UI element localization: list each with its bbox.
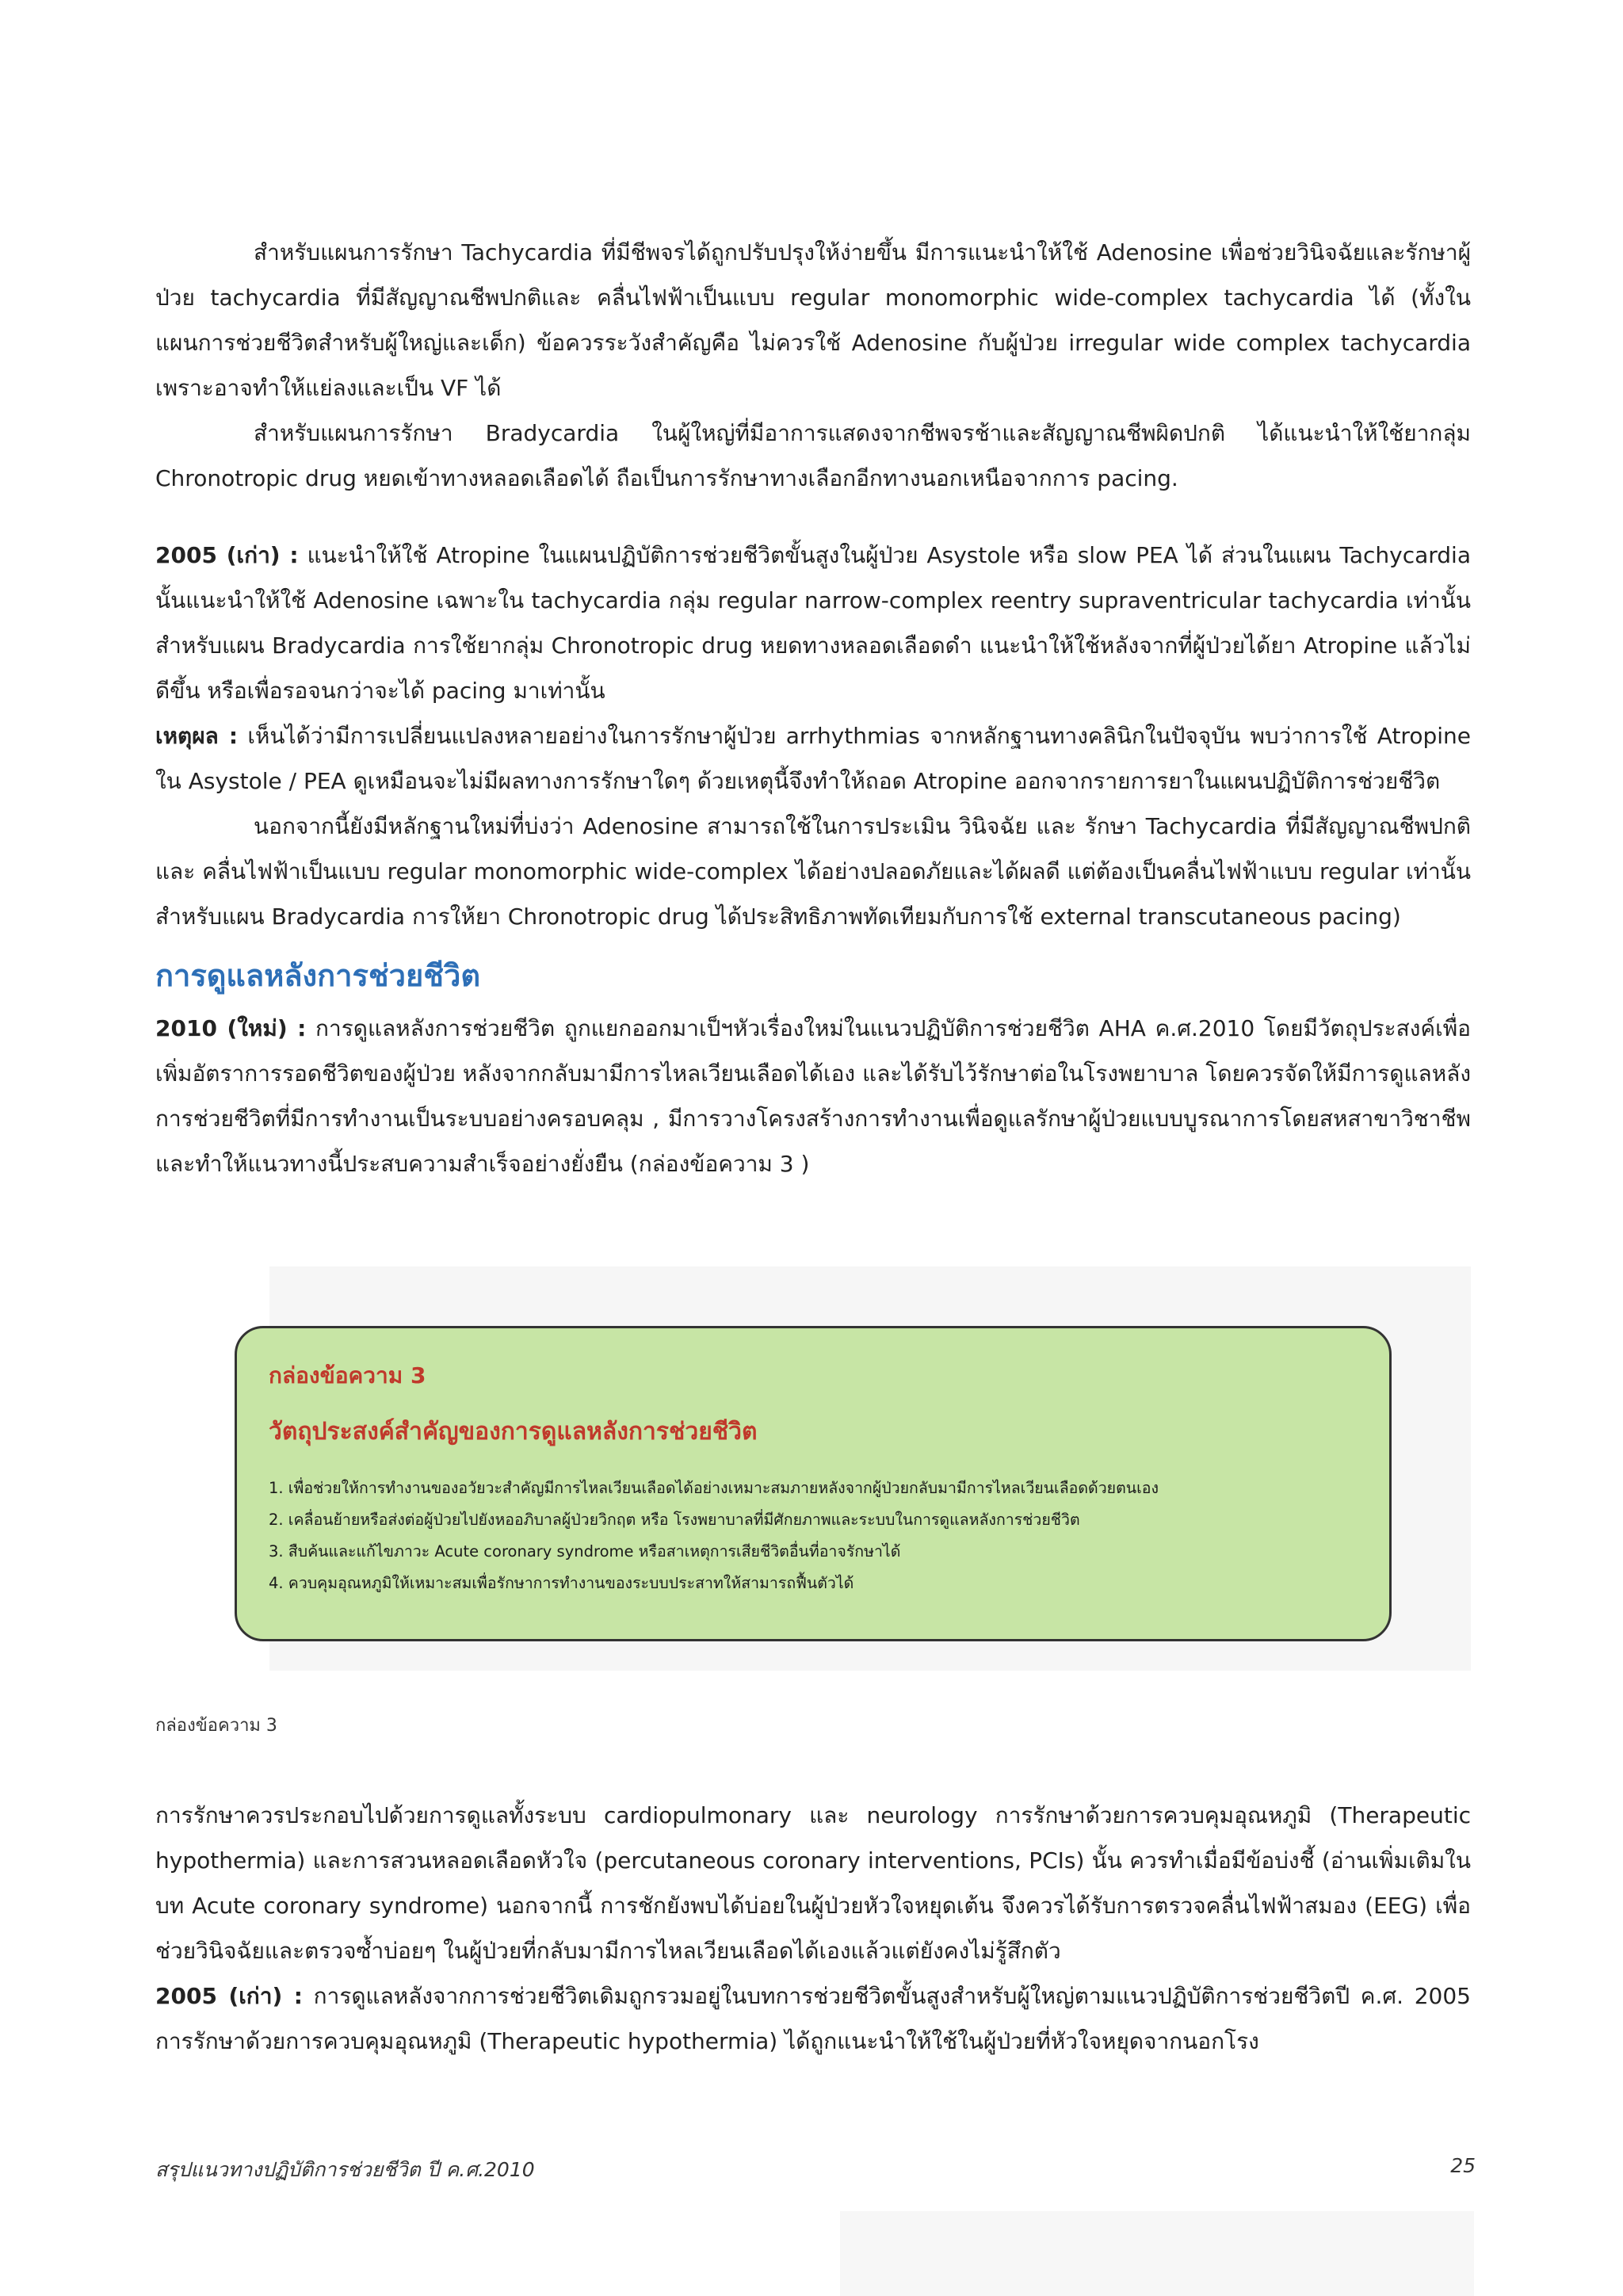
paragraph-2005-old — [155, 533, 1471, 713]
label-2005-post: 2005 (เก่า) : — [155, 1983, 303, 2009]
footer-title: สรุปแนวทางปฏิบัติการช่วยชีวิต ปี ค.ศ.2010 — [155, 2158, 535, 2181]
box-list-item: 3. สืบค้นและแก้ไขภาวะ Acute coronary syndrome หรือสาเหตุการเสียชีวิตอื่นที่อาจรักษาได้ — [269, 1542, 901, 1561]
box-list-item: 1. เพื่อช่วยให้การทำงานของอวัยวะสำคัญมีการไหลเวียนเลือดได้อย่างเหมาะสมภายหลังจากผู้ป่วยกลับมามีการไหลเวียนเลือดด้วยตนเอง — [269, 1479, 1159, 1497]
label-reason: เหตุผล : — [155, 723, 239, 749]
box-caption: กล่องข้อความ 3 — [155, 1716, 277, 1736]
text-reason: เห็นได้ว่ามีการเปลี่ยนแปลงหลายอย่างในการรักษาผู้ป่วย arrhythmias จากหลักฐานทางคลินิกในปัจจุบัน พบว่าการใช้ Atropine ใน Asystole / PEA ดูเหมือนจะไม่มีผลทางการรักษาใดๆ ด้วยเหตุนี้จึงทำให้ถอด Atropine ออกจากรายการยาในแผนปฏิบัติการช่วยชีวิต — [155, 723, 1471, 794]
paragraph-2010-new — [155, 1006, 1471, 1186]
text-2005: แนะนำให้ใช้ Atropine ในแผนปฏิบัติการช่วยชีวิตขั้นสูงในผู้ป่วย Asystole หรือ slow PEA ได้ ส่วนในแผน Tachycardia นั้นแนะนำให้ใช้ Adenosine เฉพาะใน tachycardia กลุ่ม regular narrow-complex reentry supraventricular tachycardia เท่านั้น สำหรับแผน Bradycardia การใช้ยากลุ่ม Chronotropic drug หยดทางหลอดเลือดดำ แนะนำให้ใช้หลังจากที่ผู้ป่วยได้ยา Atropine แล้วไม่ดีขึ้น หรือเพื่อรอจนกว่าจะได้ pacing มาเท่านั้น — [155, 542, 1471, 704]
body-bottom — [155, 1793, 1471, 2064]
label-2010: 2010 (ใหม่) : — [155, 1015, 307, 1041]
box-title: วัตถุประสงค์สำคัญของการดูแลหลังการช่วยชีวิต — [269, 1418, 758, 1446]
body-top — [155, 230, 1471, 1186]
paragraph-2005-post-care — [155, 1973, 1471, 2064]
label-2005: 2005 (เก่า) : — [155, 542, 299, 568]
paragraph-bradycardia: สำหรับแผนการรักษา Bradycardia ในผู้ใหญ่ที่มีอาการแสดงจากชีพจรช้าและสัญญาณชีพผิดปกติ ได้แนะนำให้ใช้ยากลุ่ม Chronotropic drug หยดเข้าทางหลอดเลือดได้ ถือเป็นการรักษาทางเลือกอีกทางนอกเหนือจากการ pacing. — [155, 420, 1471, 491]
paragraph-reason — [155, 713, 1471, 804]
text-2005-post: การดูแลหลังจากการช่วยชีวิตเดิมถูกรวมอยู่ในบทการช่วยชีวิตขั้นสูงสำหรับผู้ใหญ่ตามแนวปฏิบัติการช่วยชีวิตปี ค.ศ. 2005 การรักษาด้วยการควบคุมอุณหภูมิ (Therapeutic hypothermia) ได้ถูกแนะนำให้ใช้ในผู้ป่วยที่หัวใจหยุดจากนอกโรง — [155, 1983, 1471, 2054]
bottom-shade — [840, 2211, 1474, 2296]
box-list — [269, 1473, 1359, 1599]
paragraph-adenosine-evidence: นอกจากนี้ยังมีหลักฐานใหม่ที่บ่งว่า Adenosine สามารถใช้ในการประเมิน วินิจฉัย และ รักษา Tachycardia ที่มีสัญญาณชีพปกติ และ คลื่นไฟฟ้าเป็นแบบ regular monomorphic wide-complex ได้อย่างปลอดภัยและได้ผลดี แต่ต้องเป็นคลื่นไฟฟ้าแบบ regular เท่านั้น สำหรับแผน Bradycardia การให้ยา Chronotropic drug ได้ประสิทธิภาพทัดเทียมกับการใช้ external transcutaneous pacing) — [155, 813, 1471, 930]
page-number: 25 — [1450, 2154, 1476, 2177]
paragraph-tachycardia: สำหรับแผนการรักษา Tachycardia ที่มีชีพจรได้ถูกปรับปรุงให้ง่ายขึ้น มีการแนะนำให้ใช้ Adenosine เพื่อช่วยวินิจฉัยและรักษาผู้ป่วย tachycardia ที่มีสัญญาณชีพปกติและ คลื่นไฟฟ้าเป็นแบบ regular monomorphic wide-complex tachycardia ได้ (ทั้งในแผนการช่วยชีวิตสำหรับผู้ใหญ่และเด็ก) ข้อควรระวังสำคัญคือ ไม่ควรใช้ Adenosine กับผู้ป่วย irregular wide complex tachycardia เพราะอาจทำให้แย่ลงและเป็น VF ได้ — [155, 239, 1471, 401]
paragraph-treatment: การรักษาควรประกอบไปด้วยการดูแลทั้งระบบ cardiopulmonary และ neurology การรักษาด้วยการควบคุมอุณหภูมิ (Therapeutic hypothermia) และการสวนหลอดเลือดหัวใจ (percutaneous coronary interventions, PCIs) นั้น ควรทำเมื่อมีข้อบ่งชี้ (อ่านเพิ่มเติมในบท Acute coronary syndrome) นอกจากนี้ การชักยังพบได้บ่อยในผู้ป่วยหัวใจหยุดเต้น จึงควรได้รับการตรวจคลื่นไฟฟ้าสมอง (EEG) เพื่อช่วยวินิจฉัยและตรวจซ้ำบ่อยๆ ในผู้ป่วยที่กลับมามีการไหลเวียนเลือดได้เองแล้วแต่ยังคงไม่รู้สึกตัว — [155, 1802, 1471, 1964]
box-label: กล่องข้อความ 3 — [269, 1362, 426, 1389]
box-list-item: 2. เคลื่อนย้ายหรือส่งต่อผู้ป่วยไปยังหออภิบาลผู้ป่วยวิกฤต หรือ โรงพยาบาลที่มีศักยภาพและระบบในการดูแลหลังการช่วยชีวิต — [269, 1511, 1080, 1529]
box-list-item: 4. ควบคุมอุณหภูมิให้เหมาะสมเพื่อรักษาการทำงานของระบบประสาทให้สามารถฟื้นตัวได้ — [269, 1574, 854, 1592]
section-heading: การดูแลหลังการช่วยชีวิต — [155, 958, 481, 993]
text-box-3 — [235, 1326, 1392, 1641]
text-2010: การดูแลหลังการช่วยชีวิต ถูกแยกออกมาเป็ฯหัวเรื่องใหม่ในแนวปฏิบัติการช่วยชีวิต AHA ค.ศ.2010 โดยมีวัตถุประสงค์เพื่อเพิ่มอัตราการรอดชีวิตของผู้ป่วย หลังจากกลับมามีการไหลเวียนเลือดได้เอง และได้รับไว้รักษาต่อในโรงพยาบาล โดยควรจัดให้มีการดูแลหลังการช่วยชีวิตที่มีการทำงานเป็นระบบอย่างครอบคลุม , มีการวางโครงสร้างการทำงานเพื่อดูแลรักษาผู้ป่วยแบบบูรณาการโดยสหสาขาวิชาชีพ และทำให้แนวทางนี้ประสบความสำเร็จอย่างยั่งยืน (กล่องข้อความ 3 ) — [155, 1015, 1471, 1177]
